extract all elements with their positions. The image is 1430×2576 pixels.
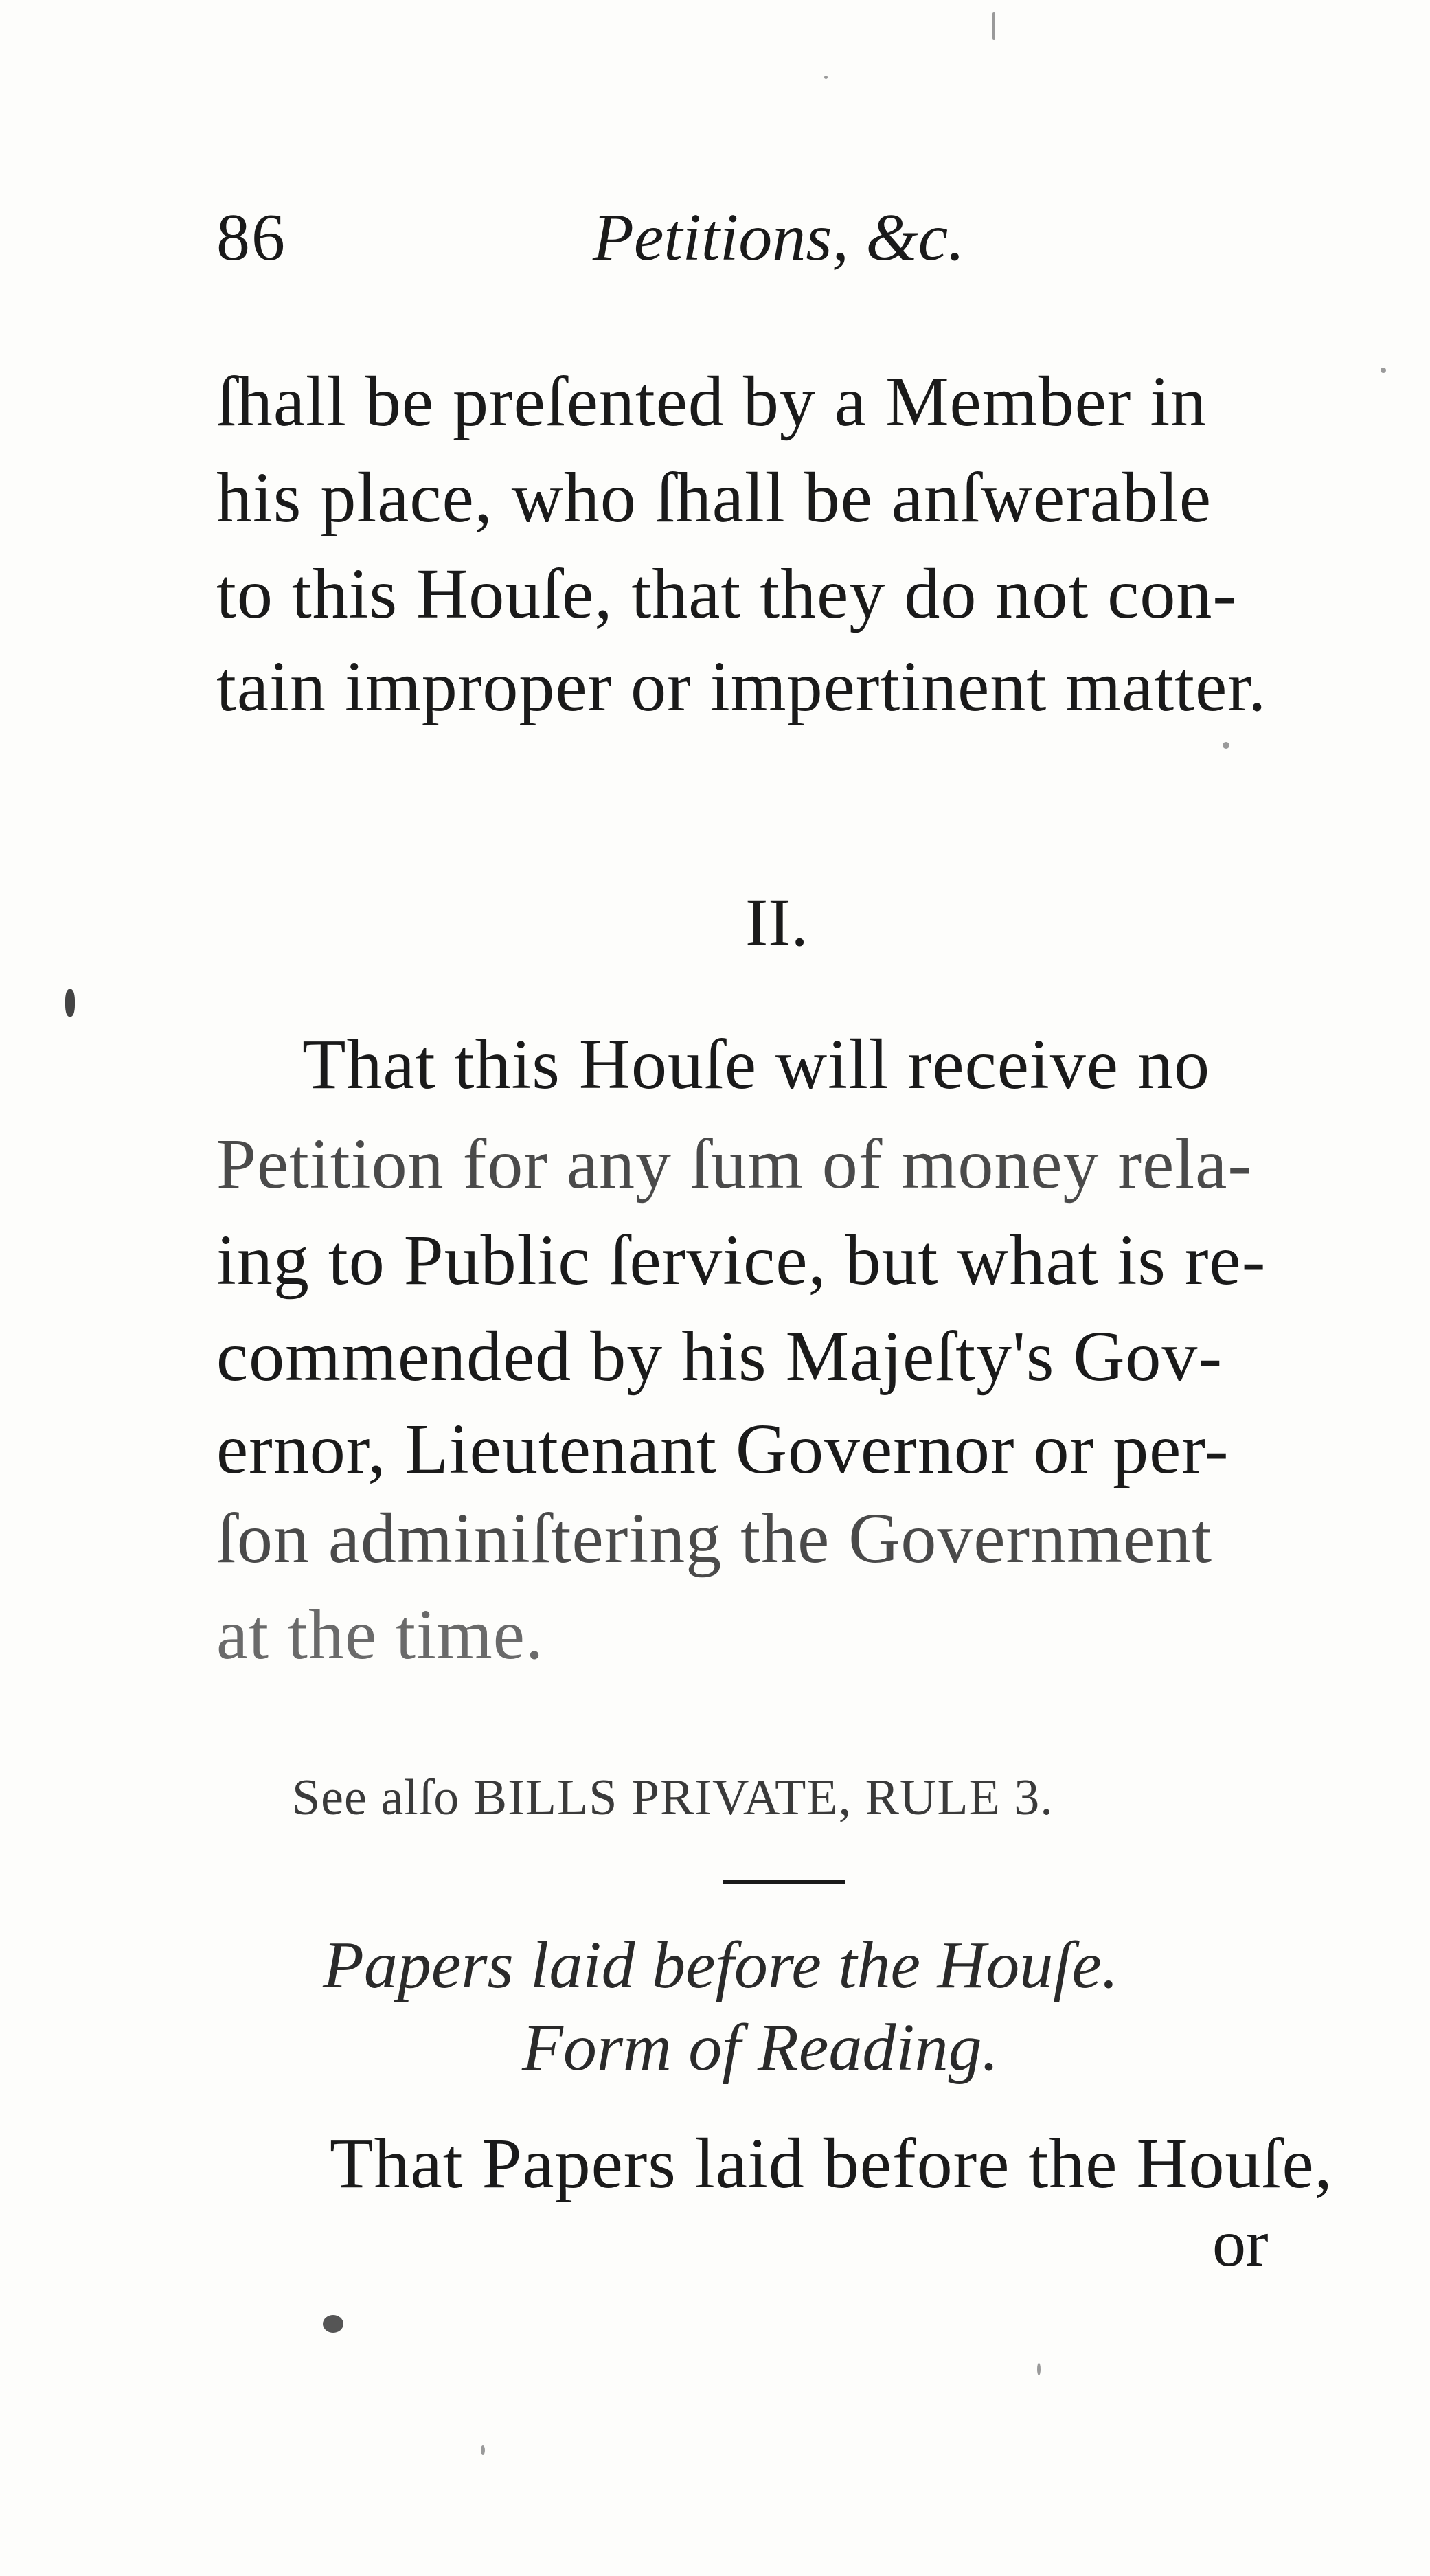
- body-line: at the time.: [216, 1595, 544, 1674]
- body-line: his place, who ſhall be anſwerable: [216, 458, 1212, 537]
- catchword: or: [1212, 2206, 1269, 2281]
- page-header: [216, 199, 1363, 282]
- body-line: commended by his Majeſty's Gov-: [216, 1317, 1223, 1396]
- body-line: to this Houſe, that they do not con-: [216, 554, 1238, 633]
- section-divider: [723, 1880, 845, 1884]
- print-speck: [65, 989, 75, 1017]
- body-line: ernor, Lieutenant Governor or per-: [216, 1410, 1229, 1489]
- print-speck: [1223, 742, 1229, 749]
- print-speck: [323, 2315, 343, 2333]
- cross-reference: See alſo BILLS PRIVATE, RULE 3.: [292, 1770, 1054, 1826]
- page-number: 86: [216, 201, 286, 275]
- body-line: That this Houſe will receive no: [302, 1025, 1210, 1104]
- subheading-line-2: Form of Reading.: [522, 2011, 999, 2085]
- section-number: II.: [745, 884, 808, 960]
- running-head: Petitions, &c.: [593, 201, 965, 275]
- print-speck: [824, 76, 828, 79]
- body-line: ing to Public ſervice, but what is re-: [216, 1221, 1267, 1300]
- body-line: Petition for any ſum of money rela-: [216, 1125, 1252, 1204]
- print-speck: [1381, 368, 1386, 373]
- body-line: That Papers laid before the Houſe,: [330, 2124, 1333, 2203]
- print-speck: [992, 12, 995, 40]
- body-line: ſhall be preſented by a Member in: [216, 362, 1207, 441]
- body-line: tain improper or impertinent matter.: [216, 647, 1267, 726]
- print-speck: [1037, 2363, 1041, 2375]
- print-speck: [481, 2445, 485, 2455]
- subheading-line-1: Papers laid before the Houſe.: [323, 1928, 1119, 2002]
- body-line: ſon adminiſtering the Government: [216, 1499, 1213, 1578]
